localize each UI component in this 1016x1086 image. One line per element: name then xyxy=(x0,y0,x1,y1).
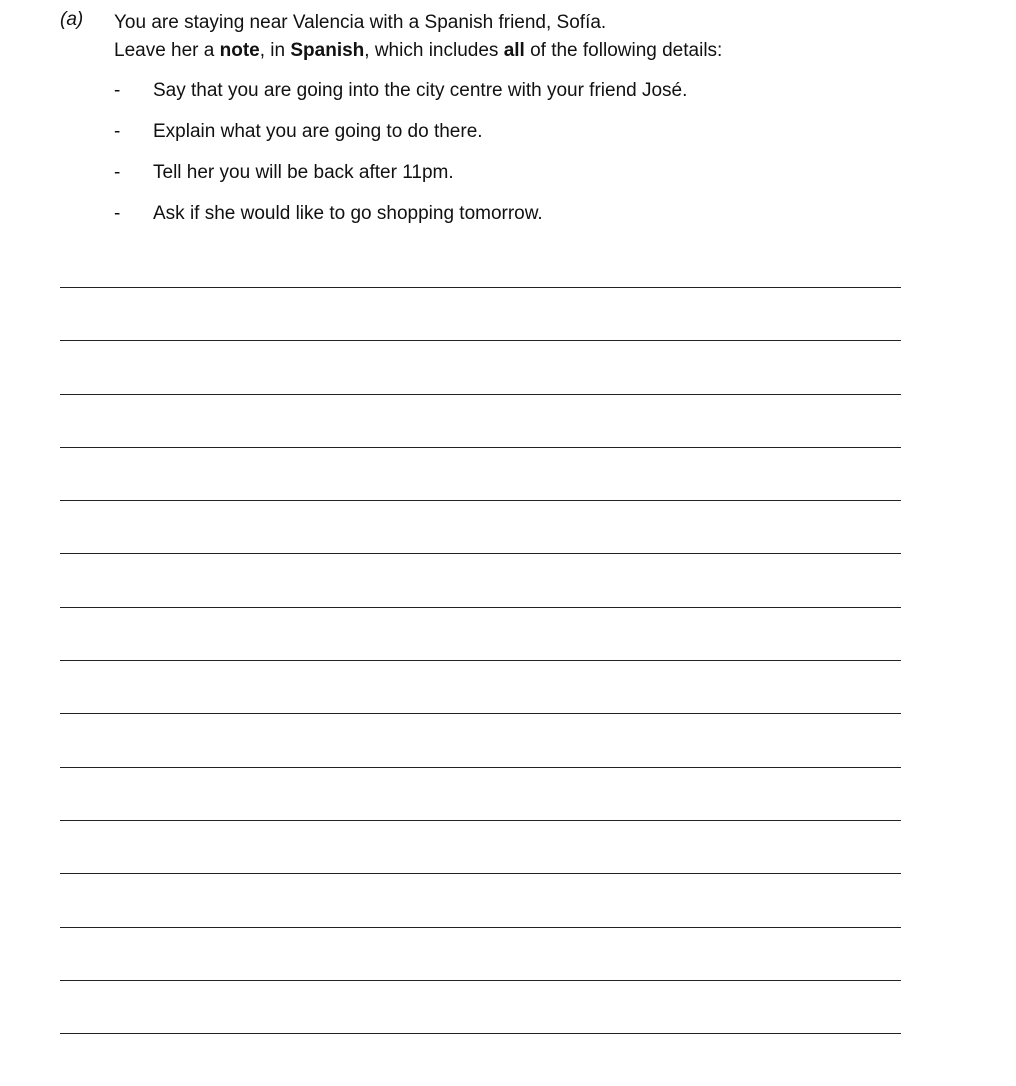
list-item xyxy=(114,201,974,242)
question-intro xyxy=(114,9,974,65)
intro-text: , in xyxy=(259,40,291,61)
answer-line[interactable] xyxy=(60,553,901,555)
list-item xyxy=(114,160,974,201)
answer-line[interactable] xyxy=(60,287,901,289)
question-label: (a) xyxy=(60,9,84,30)
answer-line[interactable] xyxy=(60,607,901,609)
list-item xyxy=(114,78,974,119)
intro-line-1: You are staying near Valencia with a Spanish friend, Sofía. xyxy=(114,12,607,33)
intro-bold-note: note xyxy=(219,40,260,61)
details-list xyxy=(114,78,974,242)
answer-area[interactable] xyxy=(60,287,901,1086)
intro-bold-all: all xyxy=(503,40,525,61)
bullet-text: Explain what you are going to do there. xyxy=(153,121,483,142)
intro-text: Leave her a xyxy=(114,40,220,61)
bullet-dash: - xyxy=(114,162,121,183)
answer-line[interactable] xyxy=(60,927,901,929)
answer-line[interactable] xyxy=(60,820,901,822)
answer-line[interactable] xyxy=(60,340,901,342)
answer-line[interactable] xyxy=(60,660,901,662)
bullet-dash: - xyxy=(114,80,121,101)
answer-line[interactable] xyxy=(60,500,901,502)
bullet-text: Tell her you will be back after 11pm. xyxy=(153,162,454,183)
answer-line[interactable] xyxy=(60,713,901,715)
answer-line[interactable] xyxy=(60,447,901,449)
intro-bold-spanish: Spanish xyxy=(290,40,365,61)
bullet-text: Ask if she would like to go shopping tomorrow. xyxy=(153,203,543,224)
answer-line[interactable] xyxy=(60,980,901,982)
answer-line[interactable] xyxy=(60,873,901,875)
intro-text: of the following details: xyxy=(524,40,723,61)
bullet-dash: - xyxy=(114,121,121,142)
answer-line[interactable] xyxy=(60,767,901,769)
list-item xyxy=(114,119,974,160)
answer-line[interactable] xyxy=(60,394,901,396)
answer-line[interactable] xyxy=(60,1033,901,1035)
bullet-dash: - xyxy=(114,203,121,224)
intro-line-2 xyxy=(114,37,974,65)
bullet-text: Say that you are going into the city centre with your friend José. xyxy=(153,80,688,101)
intro-text: , which includes xyxy=(364,40,504,61)
